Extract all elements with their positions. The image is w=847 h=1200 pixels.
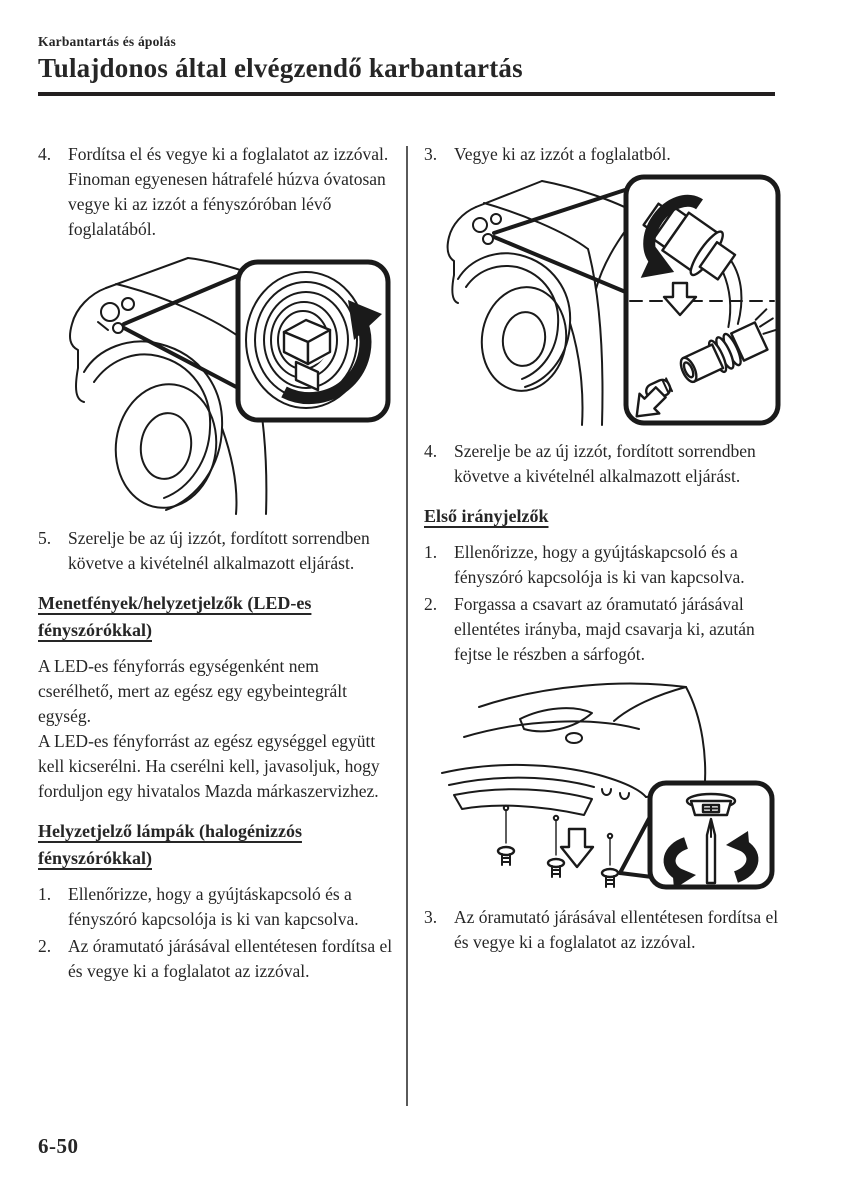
illustration-socket-twist-pull [424,173,784,429]
section-heading-front-turn-signals: Első irányjelzők [424,506,549,526]
screwdriver-icon [707,819,715,883]
column-divider [406,146,408,1106]
step-number: 1. [424,542,438,562]
down-arrow-icon [561,829,593,867]
title-rule [38,92,775,96]
step-text: Ellenőrizze, hogy a gyújtáskapcsoló és a fényszóró kapcsolója is ki van kapcsolva. [454,542,745,587]
step-text: Az óramutató járásával ellentétesen fordítsa el és vegye ki a foglalatot az izzóval. [454,907,779,952]
step-item [424,905,786,955]
step-number: 4. [38,144,52,164]
step-text: Vegye ki az izzót a foglalatból. [454,144,671,164]
step-item [424,592,786,667]
step-text: Forgassa a csavart az óramutató járásával ellentétes irányba, majd csavarja ki, azután fejtse le részben a sárfogót. [454,594,755,664]
step-number: 5. [38,528,52,548]
bulb-location-detail [98,298,134,333]
section-heading-led-drl: Menetfények/helyzetjelzők (LED-es fényszórókkal) [38,593,312,640]
step-item [424,142,786,167]
step-text: Szerelje be az új izzót, fordított sorrendben követve a kivételnél alkalmazott eljárást. [68,528,370,573]
section-heading-parking-lamps: Helyzetjelző lámpák (halogénizzós fényszórókkal) [38,821,302,868]
step-text: Fordítsa el és vegye ki a foglalatot az izzóval. Finoman egyenesen hátrafelé húzva óvatosan vegye ki az izzót a fényszóróban lévő foglalatából. [68,144,389,239]
page-title: Tulajdonos által elvégzendő karbantartás [38,53,523,83]
step-item [424,540,786,590]
page-header [38,34,775,96]
step-text: Az óramutató járásával ellentétesen fordítsa el és vegye ki a foglalatot az izzóval. [68,936,393,981]
callout-lines [620,813,652,877]
step-item [424,439,786,489]
paragraph-text: A LED-es fényforrást az egész egységgel együtt kell kicserélni. Ha cserélni kell, javasoljuk, hogy forduljon egy hivatalos Mazda márkaszervizhez. [38,731,380,801]
step-number: 2. [38,936,52,956]
screw-icon [498,806,514,865]
step-number: 3. [424,144,438,164]
callout-lines [494,189,628,293]
screw-icons [498,806,618,887]
step-number: 2. [424,594,438,614]
inset-socket-steps [618,177,784,426]
illustration-headlight-socket-rotation [38,250,394,516]
inset-screwdriver [650,783,772,889]
step-item [38,526,396,576]
page-number: 6-50 [38,1134,79,1158]
paragraph-text: A LED-es fényforrás egységenként nem cserélhető, mert az egész egy egybeintegrált egység. [38,656,348,726]
step-item [38,934,396,984]
step-number: 3. [424,907,438,927]
right-column [424,142,786,957]
step-text: Ellenőrizze, hogy a gyújtáskapcsoló és a fényszóró kapcsolója is ki van kapcsolva. [68,884,359,929]
screw-icon [602,834,618,887]
left-column [38,142,396,986]
screw-grommet [687,794,735,815]
step-item [38,882,396,932]
step-number: 4. [424,441,438,461]
step-item [38,142,396,242]
illustration-mudguard-screws [424,677,784,893]
chapter-label: Karbantartás és ápolás [38,34,176,49]
led-paragraph [38,654,396,804]
inset-headlight-cover [238,262,388,420]
step-text: Szerelje be az új izzót, fordított sorrendben követve a kivételnél alkalmazott eljárást. [454,441,756,486]
step-number: 1. [38,884,52,904]
